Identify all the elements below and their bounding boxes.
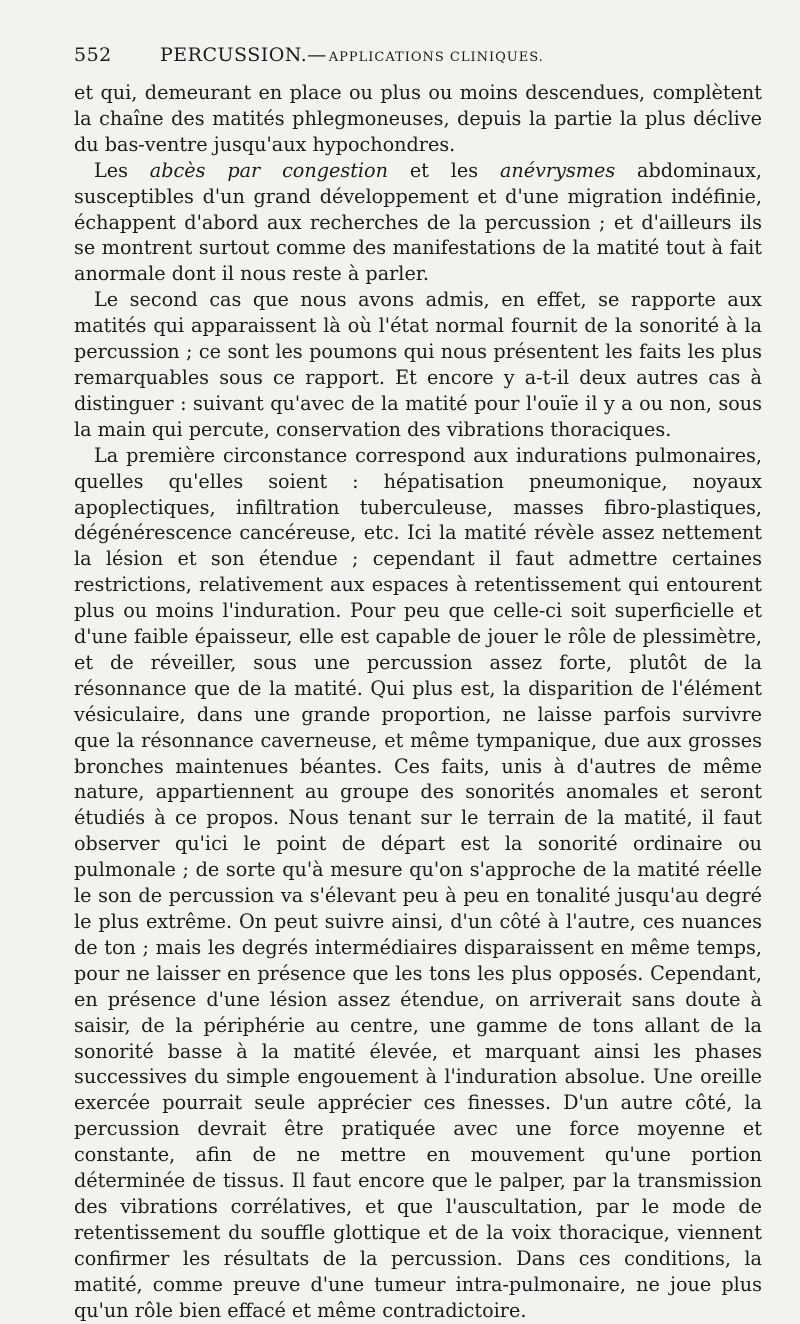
- paragraph: [74, 158, 762, 288]
- paragraph: [74, 80, 762, 158]
- paragraph: [74, 287, 762, 442]
- running-header: [74, 44, 762, 74]
- body-text: [74, 80, 762, 1324]
- text-run: Le second cas que nous avons admis, en effet, se rapporte aux matités qui apparaissent là où l'état normal fournit de la sonorité à la percussion ; ce sont les poumons qui nous présentent les faits les plus remarquables sous ce rapport. Et encore y a-t-il deux autres cas à distinguer : suivant qu'avec de la matité pour l'ouïe il y a ou non, sous la main qui percute, conservation des vibrations thoraciques.: [74, 288, 762, 441]
- running-subtitle: APPLICATIONS CLINIQUES.: [328, 50, 544, 65]
- running-title: PERCUSSION.: [160, 44, 308, 66]
- text-run: et les: [387, 158, 500, 182]
- text-run: La première circonstance correspond aux indurations pulmonaires, quelles qu'elles soient : hépatisation pneumonique, noyaux apoplectiques, infiltration tuberculeuse, masses fibro-plastiques, dégénérescence cancéreuse, etc. Ici la matité révèle assez nettement la lésion et son étendue ; cependant il faut admettre certaines restrictions, relativement aux espaces à retentissement qui entourent plus ou moins l'induration. Pour peu que celle-ci soit superficielle et d'une faible épaisseur, elle est capable de jouer le rôle de plessimètre, et de réveiller, sous une percussion assez forte, plutôt de la résonnance que de la matité. Qui plus est, la disparition de l'élément vésiculaire, dans une grande proportion, ne laisse parfois survivre que la résonnance caverneuse, et même tympanique, due aux grosses bronches maintenues béantes. Ces faits, unis à d'autres de même nature, appartiennent au groupe des sonorités anomales et seront étudiés à ce propos. Nous tenant sur le terrain de la matité, il faut observer qu'ici le point de départ est la sonorité ordinaire ou pulmonale ; de sorte qu'à mesure qu'on s'approche de la matité réelle le son de percussion va s'élevant peu à peu en tonalité jusqu'au degré le plus extrême. On peut suivre ainsi, d'un côté à l'autre, ces nuances de ton ; mais les degrés intermédiaires disparaissent en même temps, pour ne laisser en présence que les tons les plus opposés. Cependant, en présence d'une lésion assez étendue, on arriverait sans doute à saisir, de la périphérie au centre, une gamme de tons allant de la sonorité basse à la matité élevée, et marquant ainsi les phases successives du simple engouement à l'induration absolue. Une oreille exercée pourrait seule apprécier ces finesses. D'un autre côté, la percussion devrait être pratiquée avec une force moyenne et constante, afin de ne mettre en mouvement qu'une portion déterminée de tissus. Il faut encore que le palper, par la transmission des vibrations corrélatives, et que l'auscultation, par le mode de retentissement du souffle glottique et de la voix thoracique, viennent confirmer les résultats de la percussion. Dans ces conditions, la matité, comme preuve d'une tumeur intra-pulmonaire, ne joue plus qu'un rôle bien effacé et même contradictoire.: [74, 443, 762, 1322]
- text-run: abdominaux, susceptibles d'un grand développement et d'une migration indéfinie, échappent d'abord aux recherches de la percussion ; et d'ailleurs ils se montrent surtout comme des manifestations de la matité tout à fait anormale dont il nous reste à parler.: [74, 158, 763, 286]
- italic-term: abcès par congestion: [149, 158, 388, 182]
- header-separator: —: [307, 44, 327, 66]
- italic-term: anévrysmes: [499, 158, 616, 182]
- text-run: Les: [94, 158, 150, 182]
- text-run: et qui, demeurant en place ou plus ou moins descendues, complètent la chaîne des matités phlegmoneuses, depuis la partie la plus déclive du bas-ventre jusqu'aux hypochondres.: [74, 81, 762, 156]
- paragraph: [74, 443, 762, 1324]
- page-number: 552: [74, 44, 112, 66]
